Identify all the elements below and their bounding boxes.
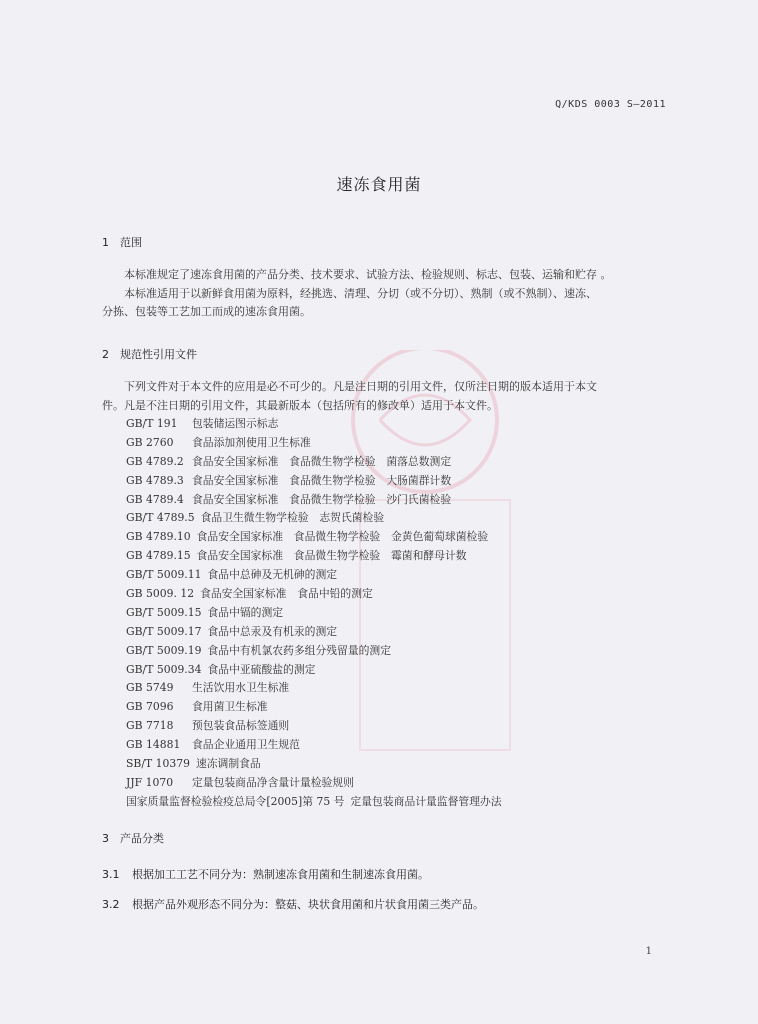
reference-item: [126, 698, 502, 717]
reference-code: GB 5009. 12: [126, 587, 195, 601]
reference-code: GB 7718: [126, 719, 174, 733]
reference-item: [126, 642, 502, 661]
section-number: 3: [102, 832, 109, 845]
reference-title: 食品安全国家标准 食品微生物学检验 霉菌和酵母计数: [196, 549, 467, 563]
reference-code: JJF 1070: [126, 775, 174, 789]
reference-item: [126, 453, 502, 472]
section-heading-scope: [102, 234, 142, 250]
reference-code: GB 4789.4: [126, 492, 184, 506]
reference-code: GB/T 5009.15: [126, 605, 202, 619]
reference-code: GB/T 5009.34: [126, 662, 202, 676]
reference-title: 食用菌卫生标准: [192, 700, 268, 714]
reference-title: 食品安全国家标准 食品中铅的测定: [200, 587, 373, 601]
reference-list: [126, 415, 502, 812]
clause-text: 根据加工工艺不同分为：熟制速冻食用菌和生制速冻食用菌。: [132, 868, 429, 881]
reference-item: [126, 547, 502, 566]
reference-code: 国家质量监督检验检疫总局令[2005]第 75 号: [126, 794, 345, 808]
section-number: 1: [102, 236, 109, 249]
reference-code: GB 4789.3: [126, 473, 184, 487]
reference-code: GB 4789.15: [126, 549, 191, 563]
clause-number: 3.1: [102, 868, 120, 881]
reference-item: [126, 434, 502, 453]
reference-item: [126, 717, 502, 736]
text-line: 下列文件对于本文件的应用是必不可少的。凡是注日期的引用文件，仅所注日期的版本适用于本文: [124, 380, 597, 393]
section-heading-classification: [102, 830, 164, 846]
reference-item: [126, 661, 502, 680]
reference-code: SB/T 10379: [126, 757, 190, 771]
reference-item: [126, 585, 502, 604]
clause-3-2: [102, 896, 484, 912]
reference-code: GB 4789.10: [126, 530, 191, 544]
reference-title: 预包装食品标签通则: [192, 719, 290, 733]
reference-code: GB 7096: [126, 700, 174, 714]
text-line: 件。凡是不注日期的引用文件，其最新版本（包括所有的修改单）适用于本文件。: [102, 398, 498, 412]
reference-code: GB/T 5009.11: [126, 568, 202, 582]
reference-code: GB 4789.2: [126, 454, 184, 468]
section-heading-references: [102, 346, 197, 362]
reference-item: [126, 415, 502, 434]
reference-title: 食品安全国家标准 食品微生物学检验 菌落总数测定: [192, 454, 452, 468]
reference-item: [126, 679, 502, 698]
reference-title: 食品添加剂使用卫生标准: [192, 435, 311, 449]
reference-code: GB 14881: [126, 738, 181, 752]
section-title: 规范性引用文件: [120, 348, 197, 361]
section-title: 范围: [120, 236, 142, 249]
reference-title: 食品中有机氯农药多组分残留量的测定: [207, 643, 392, 657]
clause-3-1: [102, 866, 429, 882]
reference-item: [126, 566, 502, 585]
reference-item: [126, 509, 502, 528]
reference-title: 生活饮用水卫生标准: [192, 681, 290, 695]
page-title: 速冻食用菌: [336, 175, 422, 194]
reference-item: [126, 774, 502, 793]
page-number: 1: [645, 946, 652, 957]
reference-code: GB/T 191: [126, 417, 178, 430]
reference-title: 食品安全国家标准 食品微生物学检验 金黄色葡萄球菌检验: [196, 530, 489, 544]
reference-title: 食品企业通用卫生规范: [192, 738, 300, 752]
clause-number: 3.2: [102, 898, 120, 911]
reference-code: GB 5749: [126, 681, 174, 695]
reference-item: [126, 528, 502, 547]
clause-text: 根据产品外观形态不同分为：整菇、块状食用菌和片状食用菌三类产品。: [132, 898, 484, 911]
reference-title: 速冻调制食品: [195, 757, 261, 771]
reference-title: 食品中亚硫酸盐的测定: [207, 662, 316, 676]
reference-title: 食品中总汞及有机汞的测定: [207, 624, 338, 638]
reference-title: 食品安全国家标准 食品微生物学检验 沙门氏菌检验: [192, 492, 452, 506]
reference-title: 定量包装商品计量监督管理办法: [350, 794, 502, 808]
reference-code: GB/T 5009.19: [126, 643, 202, 657]
reference-code: GB 2760: [126, 435, 174, 449]
reference-item: [126, 755, 502, 774]
text-line: 本标准适用于以新鲜食用菌为原料，经挑选、清理、分切（或不分切）、熟制（或不熟制）、速冻、: [124, 286, 597, 300]
reference-title: 食品中总砷及无机砷的测定: [207, 568, 338, 582]
reference-title: 食品卫生微生物学检验 志贺氏菌检验: [200, 511, 385, 525]
text-line: 本标准规定了速冻食用菌的产品分类、技术要求、试验方法、检验规则、标志、包装、运输和贮存 。: [124, 268, 612, 281]
reference-item: [126, 472, 502, 491]
reference-title: 包装储运图示标志: [192, 417, 279, 430]
section-number: 2: [102, 348, 109, 361]
reference-item: [126, 793, 502, 812]
reference-item: [126, 736, 502, 755]
reference-code: GB/T 5009.17: [126, 624, 202, 638]
reference-title: 定量包装商品净含量计量检验规则: [192, 775, 354, 789]
scope-paragraph: [102, 266, 672, 322]
reference-title: 食品安全国家标准 食品微生物学检验 大肠菌群计数: [192, 473, 452, 487]
reference-title: 食品中镉的测定: [207, 605, 284, 619]
section-title: 产品分类: [120, 832, 164, 845]
reference-code: GB/T 4789.5: [126, 511, 195, 525]
reference-item: [126, 491, 502, 510]
reference-item: [126, 623, 502, 642]
reference-item: [126, 604, 502, 623]
references-intro: [102, 378, 672, 415]
document-code: Q/KDS 0003 S—2011: [555, 99, 666, 110]
text-line: 分拣、包装等工艺加工而成的速冻食用菌。: [102, 305, 311, 318]
